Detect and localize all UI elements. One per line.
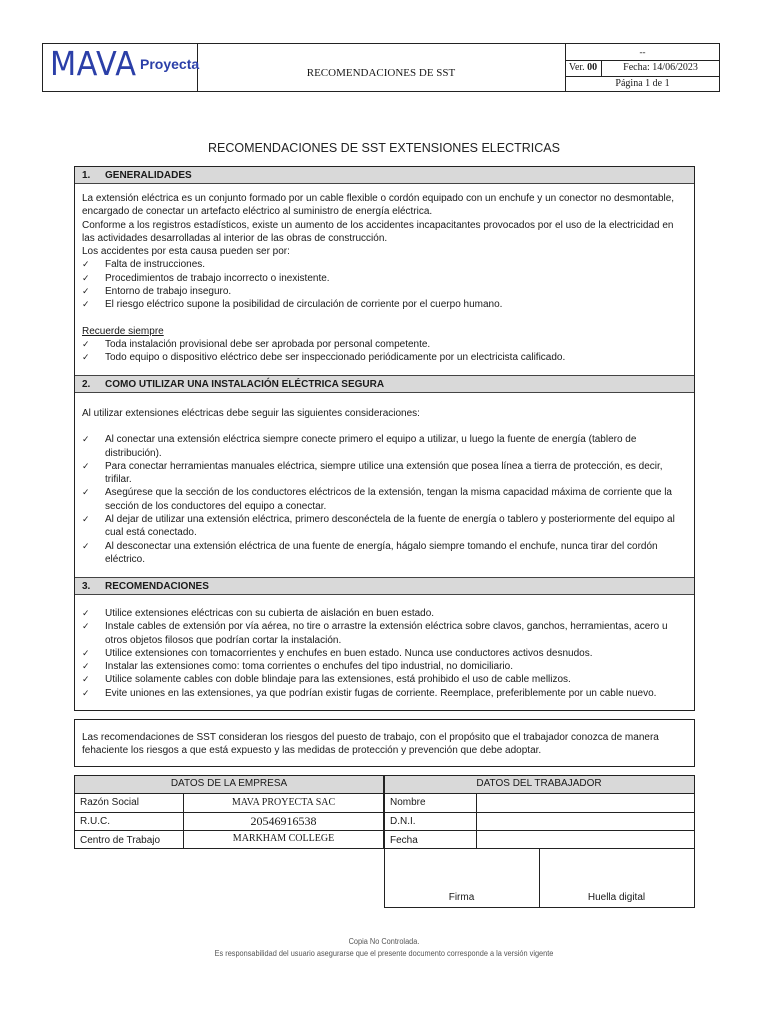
paragraph: Los accidentes por esta causa pueden ser por: (82, 246, 290, 258)
company-label: Razón Social (80, 797, 139, 808)
check-icon: ✓ (82, 338, 90, 349)
check-icon: ✓ (82, 460, 90, 471)
list-item: ✓ Instalar las extensiones como: toma corrientes o enchufes del tipo industrial, no domiciliario. (82, 661, 513, 673)
check-icon: ✓ (82, 514, 90, 525)
check-icon: ✓ (82, 299, 90, 310)
check-icon: ✓ (82, 621, 90, 632)
list-item: ✓ Al conectar una extensión eléctrica siempre conecte primero el equipo a utilizar, u luego la fuente de energía (tablero de distribución). (82, 434, 637, 459)
document-code: -- (565, 44, 720, 61)
check-icon: ✓ (82, 608, 90, 618)
list-item: ✓ Utilice extensiones eléctricas con su cubierta de aislación en buen estado. (82, 608, 435, 619)
version-value: 00 (587, 62, 598, 73)
worker-label: Fecha (390, 835, 418, 846)
check-icon: ✓ (82, 434, 90, 445)
check-icon: ✓ (82, 259, 90, 270)
paragraph: Conforme a los registros estadísticos, existe un aumento de los accidentes incapacitantes provocados por el uso de la electricidad en las actividades desarrolladas al interior de las obras de construcción. (82, 219, 674, 244)
section-3-body (82, 607, 687, 700)
worker-label: Nombre (390, 797, 426, 808)
company-label: R.U.C. (80, 816, 110, 827)
page-number: Página 1 de 1 (615, 78, 670, 89)
check-icon: ✓ (82, 661, 90, 672)
list-item: ✓ Falta de instrucciones. (82, 259, 206, 271)
worker-data-table (384, 775, 695, 908)
company-table-header: DATOS DE LA EMPRESA (75, 776, 383, 793)
date-cell: Fecha: 14/06/2023 (601, 60, 720, 77)
signature-label: Firma (448, 892, 475, 903)
footer-line-1: Copia No Controlada. (348, 937, 420, 946)
section-2-body (82, 407, 687, 566)
logo-main-text: MAVA (50, 44, 137, 83)
section-header-1 (75, 167, 694, 184)
section-1-body (82, 192, 687, 365)
section-title: RECOMENDACIONES (105, 581, 209, 592)
list-item: ✓ El riesgo eléctrico supone la posibilidad de circulación de corriente por el cuerpo humano. (82, 299, 503, 311)
list-item: ✓ Entorno de trabajo inseguro. (82, 286, 232, 298)
list-item: ✓ Al dejar de utilizar una extensión eléctrica, primero desconéctela de la fuente de energía o tablero y posteriormente del equipo al cual está conectado. (82, 514, 675, 539)
section-number: 1. (82, 170, 91, 181)
footer-line-2: Es responsabilidad del usuario asegurarse que el presente documento corresponde a la versión vigente (214, 949, 554, 958)
paragraph: La extensión eléctrica es un conjunto formado por un cable flexible o cordón equipado con un enchufe y un conector no desmontable, encargado de conectar un artefacto eléctrico al suministro de energía eléctrica. (82, 193, 675, 218)
check-icon: ✓ (82, 272, 90, 283)
list-item: ✓ Para conectar herramientas manuales eléctrica, siempre utilice una extensión que posea línea a tierra de protección, es decir, trifilar. (82, 460, 663, 486)
header-title: RECOMENDACIONES DE SST (197, 44, 566, 91)
ruc-value: 20546916538 (250, 814, 317, 828)
check-icon: ✓ (82, 487, 90, 498)
company-name-value: MAVA PROYECTA SAC (231, 797, 336, 808)
section-title: COMO UTILIZAR UNA INSTALACIÓN ELÉCTRICA SEGURA (105, 379, 385, 390)
list-item: ✓ Instale cables de extensión por vía aérea, no tire o arrastre la extensión eléctrica sobre clavos, ganchos, herramientas, acero u otros objetos filosos que podrían cortar la instalación. (82, 621, 668, 646)
work-center-value: MARKHAM COLLEGE (232, 833, 335, 844)
check-icon: ✓ (82, 540, 90, 551)
section-title: GENERALIDADES (105, 170, 192, 181)
fingerprint-label: Huella digital (587, 892, 646, 903)
worker-label: D.N.I. (390, 816, 416, 827)
list-item: ✓ Al desconectar una extensión eléctrica de una fuente de energía, hágalo siempre tomando el enchufe, nunca tirar del cordón eléctrico. (82, 540, 658, 565)
check-icon: ✓ (82, 687, 90, 698)
logo-sub-text: Proyecta (140, 56, 200, 72)
check-icon: ✓ (82, 286, 90, 297)
list-item: ✓ Procedimientos de trabajo incorrecto o inexistente. (82, 272, 330, 284)
list-item: ✓ Utilice extensiones con tomacorrientes y enchufes en buen estado. Nunca use conductores activos desnudos. (82, 647, 593, 659)
document-header (42, 43, 720, 92)
company-logo (43, 44, 198, 91)
check-icon: ✓ (82, 647, 90, 658)
section-number: 3. (82, 581, 91, 592)
list-item: ✓ Toda instalación provisional debe ser aprobada por personal competente. (82, 338, 431, 350)
worker-table-header: DATOS DEL TRABAJADOR (384, 776, 694, 793)
check-icon: ✓ (82, 674, 90, 685)
note-box (74, 719, 695, 767)
list-item: ✓ Evite uniones en las extensiones, ya que podrían existir fugas de corriente. Reemplace, preferiblemente por un cable nuevo. (82, 687, 657, 699)
list-item: ✓ Asegúrese que la sección de los conductores eléctricos de la extensión, tengan la misma capacidad máxima de corriente que la sección de los conductores del equipo a conectar. (82, 487, 672, 512)
section-header-3 (75, 577, 694, 595)
list-item: ✓ Todo equipo o dispositivo eléctrico debe ser inspeccionado periódicamente por un electricista calificado. (82, 352, 566, 364)
list-item: ✓ Utilice solamente cables con doble blindaje para las extensiones, está prohibido el uso de cable mellizos. (82, 674, 571, 686)
version-label: Ver. (568, 62, 588, 73)
remember-heading: Recuerde siempre (82, 325, 164, 337)
version-cell (565, 60, 602, 77)
company-data-table (74, 775, 384, 849)
check-icon: ✓ (82, 352, 90, 363)
company-label: Centro de Trabajo (80, 835, 161, 846)
section-header-2 (75, 375, 694, 393)
section-number: 2. (82, 379, 91, 390)
note-text: Las recomendaciones de SST consideran los riesgos del puesto de trabajo, con el propósito que el trabajador conozca de manera fehaciente los riesgos a que está expuesto y las medidas de protección y prevención que debe adoptar. (82, 732, 659, 757)
sections-box (74, 166, 695, 711)
paragraph: Al utilizar extensiones eléctricas debe seguir las siguientes consideraciones: (82, 408, 420, 419)
page-title: RECOMENDACIONES DE SST EXTENSIONES ELECTRICAS (208, 141, 560, 155)
